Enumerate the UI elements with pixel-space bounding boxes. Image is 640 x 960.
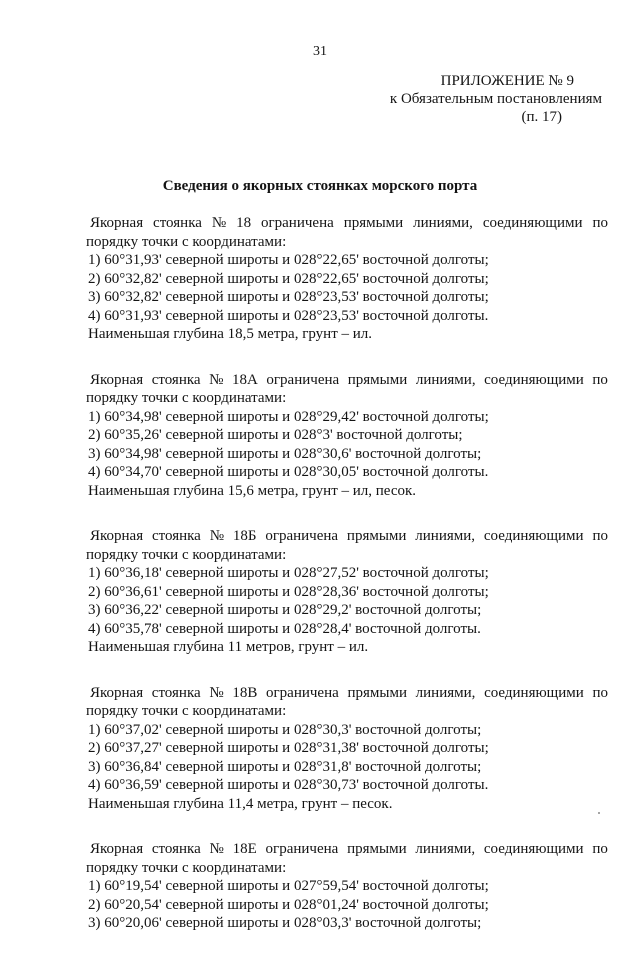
scan-speck xyxy=(598,812,600,814)
coordinate-point: 3) 60°36,22' северной широты и 028°29,2' восточной долготы; xyxy=(88,602,482,618)
coordinate-point: 2) 60°20,54' северной широты и 028°01,24' восточной долготы; xyxy=(88,896,489,913)
station-intro-continuation: порядку точки с координатами: xyxy=(86,546,287,563)
appendix-reference: к Обязательным постановлениям xyxy=(389,91,602,107)
anchorage-station xyxy=(88,527,608,657)
station-intro-continuation: порядку точки с координатами: xyxy=(86,233,287,250)
intro-word: линиями, xyxy=(415,841,476,857)
station-intro-line xyxy=(88,527,608,546)
coordinate-point: 3) 60°36,84' северной широты и 028°31,8' восточной долготы; xyxy=(88,758,482,775)
coordinate-point: 3) 60°34,98' северной широты и 028°30,6' восточной долготы; xyxy=(88,445,482,462)
intro-word: линиями, xyxy=(415,528,476,544)
station-intro-line xyxy=(88,214,608,233)
intro-word: ограничена xyxy=(266,371,340,388)
intro-word: № xyxy=(211,215,227,231)
intro-word: ограничена xyxy=(261,215,334,231)
intro-word: по xyxy=(592,684,608,701)
intro-word: 18 xyxy=(236,215,252,231)
coordinate-point: 1) 60°36,18' северной широты и 028°27,52' восточной долготы; xyxy=(88,565,489,581)
coordinate-point: 3) 60°20,06' северной широты и 028°03,3' восточной долготы; xyxy=(88,915,482,931)
intro-word: прямыми xyxy=(347,841,407,857)
coordinate-point: 1) 60°37,02' северной широты и 028°30,3' восточной долготы; xyxy=(88,721,482,738)
document-title: Сведения о якорных стоянках морского порта xyxy=(162,178,478,194)
intro-word: соединяющими xyxy=(483,841,584,857)
intro-word: линиями, xyxy=(415,371,476,388)
intro-word: стоянка xyxy=(151,684,201,701)
coordinate-point: 2) 60°37,27' северной широты и 028°31,38' восточной долготы; xyxy=(88,740,489,756)
intro-word: № xyxy=(209,841,224,857)
station-intro-continuation: порядку точки с координатами: xyxy=(86,390,287,406)
depth-info: Наименьшая глубина 11 метров, грунт – ил. xyxy=(88,639,369,655)
station-intro-line xyxy=(88,840,608,859)
anchorage-station xyxy=(88,684,608,814)
intro-word: по xyxy=(592,528,608,544)
intro-word: Якорная xyxy=(90,684,144,701)
intro-word: Якорная xyxy=(90,215,144,231)
intro-word: стоянка xyxy=(151,371,201,388)
coordinate-point: 1) 60°19,54' северной широты и 027°59,54' восточной долготы; xyxy=(88,878,489,894)
intro-word: по xyxy=(592,215,608,231)
intro-word: № xyxy=(209,371,224,388)
anchorage-station xyxy=(88,840,608,933)
appendix-clause: (п. 17) xyxy=(521,109,562,125)
coordinate-point: 4) 60°36,59' северной широты и 028°30,73' восточной долготы. xyxy=(88,777,489,793)
coordinate-point: 2) 60°32,82' северной широты и 028°22,65' восточной долготы; xyxy=(88,270,489,287)
intro-word: 18Б xyxy=(232,528,257,544)
appendix-header xyxy=(390,72,602,126)
intro-word: соединяющими xyxy=(484,684,584,701)
coordinate-point: 1) 60°34,98' северной широты и 028°29,42' восточной долготы; xyxy=(88,408,489,425)
intro-word: стоянка xyxy=(151,841,201,857)
page-number: 31 xyxy=(313,44,327,59)
coordinate-point: 4) 60°31,93' северной широты и 028°23,53' восточной долготы. xyxy=(88,307,489,324)
coordinate-point: 4) 60°34,70' северной широты и 028°30,05' восточной долготы. xyxy=(88,464,489,480)
intro-word: ограничена xyxy=(266,684,339,701)
anchorage-station xyxy=(88,214,608,344)
intro-word: Якорная xyxy=(90,528,144,544)
depth-info: Наименьшая глубина 15,6 метра, грунт – ил, песок. xyxy=(88,482,417,499)
depth-info: Наименьшая глубина 11,4 метра, грунт – песок. xyxy=(88,795,393,812)
station-intro-line xyxy=(88,371,608,390)
coordinate-point: 4) 60°35,78' северной широты и 028°28,4' восточной долготы. xyxy=(88,620,481,637)
coordinate-point: 2) 60°36,61' северной широты и 028°28,36' восточной долготы; xyxy=(88,583,489,600)
intro-word: Якорная xyxy=(90,841,144,857)
depth-info: Наименьшая глубина 18,5 метра, грунт – ил. xyxy=(88,326,373,342)
intro-word: № xyxy=(209,684,224,701)
intro-word: ограничена xyxy=(265,841,339,857)
intro-word: стоянка xyxy=(151,528,201,544)
intro-word: Якорная xyxy=(90,371,144,388)
station-intro-continuation: порядку точки с координатами: xyxy=(86,703,287,719)
station-intro-continuation: порядку точки с координатами: xyxy=(86,859,287,876)
intro-word: стоянка xyxy=(153,215,202,231)
station-intro-line xyxy=(88,684,608,703)
coordinate-point: 3) 60°32,82' северной широты и 028°23,53' восточной долготы; xyxy=(88,289,489,305)
intro-word: линиями, xyxy=(413,215,473,231)
anchorage-list xyxy=(88,214,608,960)
intro-word: прямыми xyxy=(343,215,404,231)
intro-word: прямыми xyxy=(347,371,408,388)
intro-word: соединяющими xyxy=(483,528,584,544)
intro-word: по xyxy=(592,841,608,857)
intro-word: линиями, xyxy=(415,684,476,701)
intro-word: 18А xyxy=(232,371,258,388)
appendix-title: ПРИЛОЖЕНИЕ № 9 xyxy=(440,73,574,89)
intro-word: соединяющими xyxy=(484,371,584,388)
coordinate-point: 2) 60°35,26' северной широты и 028°3' восточной долготы; xyxy=(88,427,463,443)
intro-word: прямыми xyxy=(346,528,407,544)
intro-word: соединяющими xyxy=(482,215,583,231)
coordinate-point: 1) 60°31,93' северной широты и 028°22,65' восточной долготы; xyxy=(88,252,489,268)
anchorage-station xyxy=(88,371,608,501)
intro-word: по xyxy=(592,371,608,388)
intro-word: прямыми xyxy=(347,684,407,701)
intro-word: 18Е xyxy=(232,841,257,857)
intro-word: № xyxy=(209,528,224,544)
intro-word: 18В xyxy=(232,684,258,701)
intro-word: ограничена xyxy=(265,528,339,544)
